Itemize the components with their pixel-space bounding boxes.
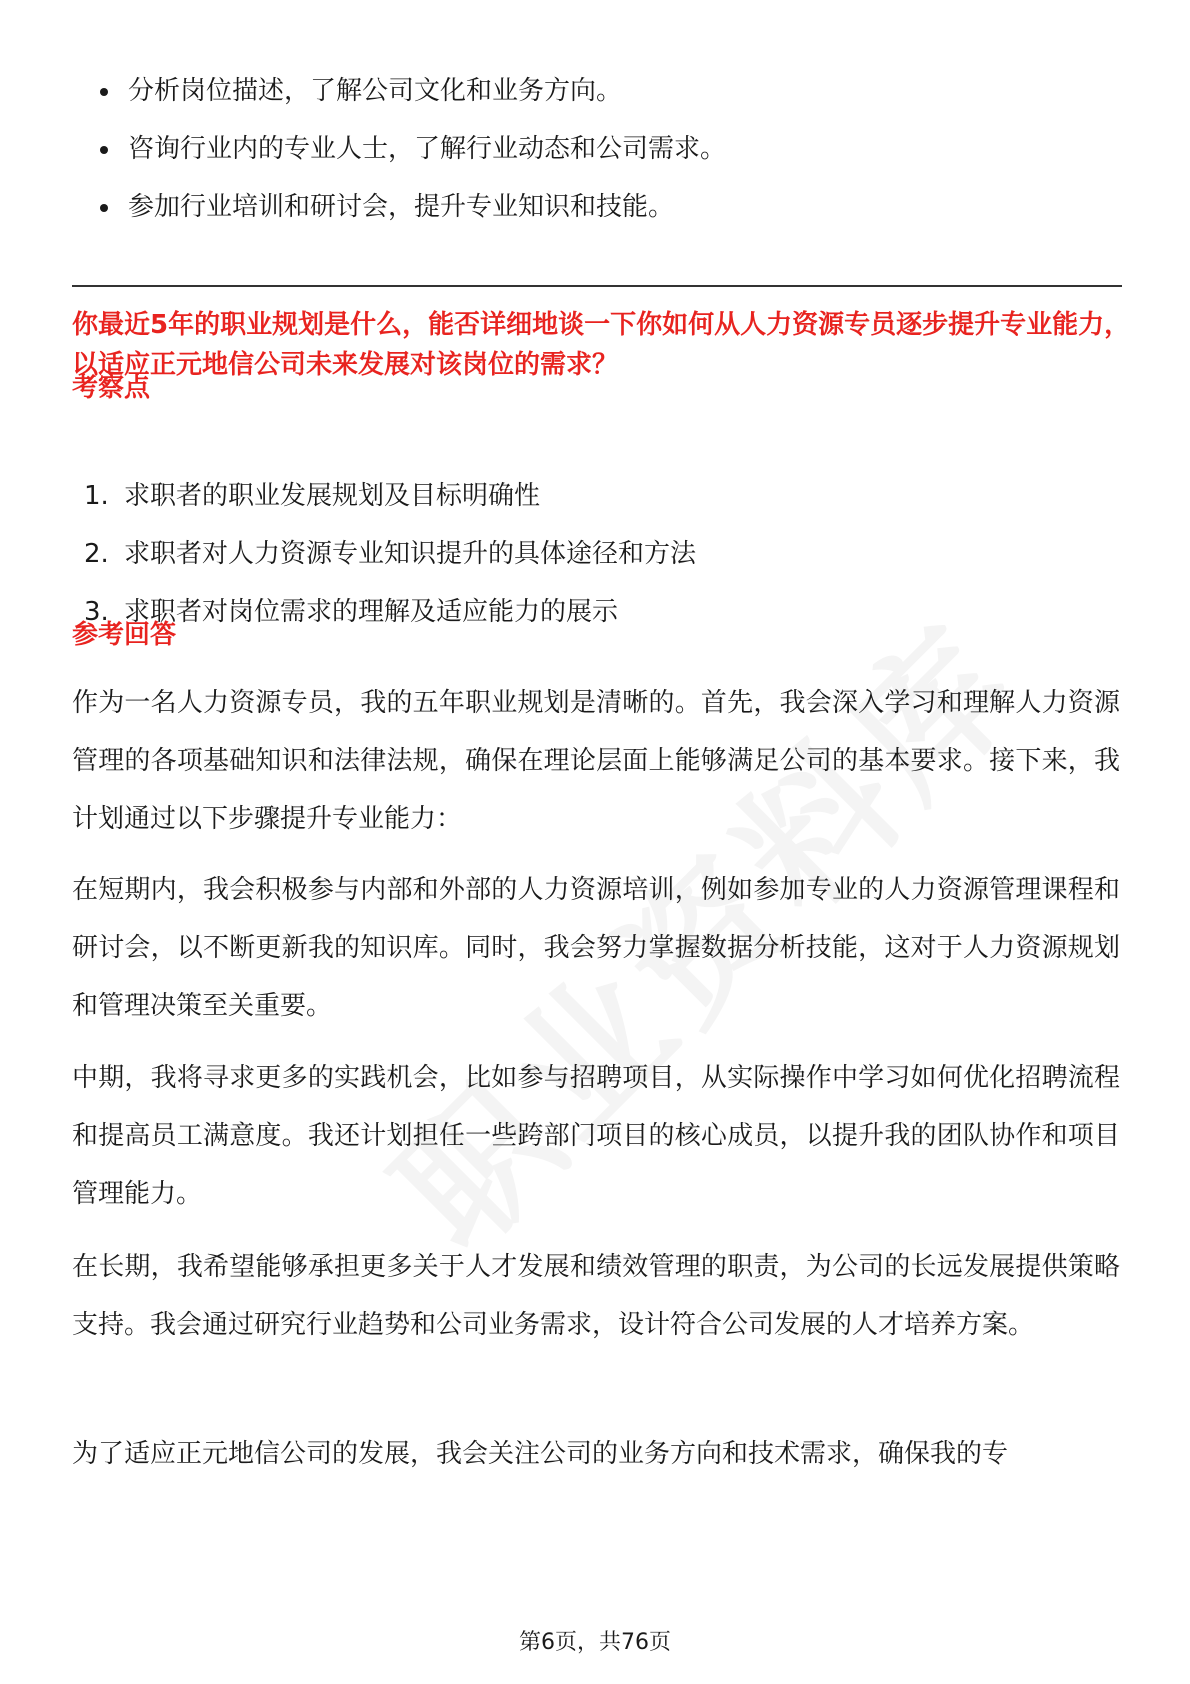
answer-paragraph: 作为一名人力资源专员，我的五年职业规划是清晰的。首先，我会深入学习和理解人力资源管理的各项基础知识和法律法规，确保在理论层面上能够满足公司的基本要求。接下来，我计划通过以下步骤提升专业能力： (72, 688, 1120, 834)
answer-paragraph: 在短期内，我会积极参与内部和外部的人力资源培训，例如参加专业的人力资源管理课程和研讨会，以不断更新我的知识库。同时，我会努力掌握数据分析技能，这对于人力资源规划和管理决策至关重要。 (72, 875, 1120, 1021)
list-text: 求职者对人力资源专业知识提升的具体途径和方法 (124, 539, 697, 569)
list-item: 咨询行业内的专业人士，了解行业动态和公司需求。 (98, 120, 1128, 178)
list-number: 2. (84, 539, 109, 569)
answer-paragraph: 为了适应正元地信公司的发展，我会关注公司的业务方向和技术需求，确保我的专 (72, 1439, 1009, 1469)
list-number: 3. (84, 597, 109, 627)
list-number: 1. (84, 481, 109, 511)
list-text: 求职者对岗位需求的理解及适应能力的展示 (124, 597, 619, 627)
exam-points-list (84, 467, 1124, 641)
exam-points-heading: 考察点 (72, 373, 151, 403)
list-item: 参加行业培训和研讨会，提升专业知识和技能。 (98, 178, 1128, 236)
interview-question: 你最近5年的职业规划是什么，能否详细地谈一下你如何从人力资源专员逐步提升专业能力，以适应正元地信公司未来发展对该岗位的需求？ (72, 310, 1131, 380)
answer-paragraph: 在长期，我希望能够承担更多关于人才发展和绩效管理的职责，为公司的长远发展提供策略支持。我会通过研究行业趋势和公司业务需求，设计符合公司发展的人才培养方案。 (72, 1252, 1120, 1340)
section-divider (72, 285, 1122, 287)
list-item (84, 583, 1124, 641)
list-item: 分析岗位描述，了解公司文化和业务方向。 (98, 62, 1128, 120)
answer-heading: 参考回答 (72, 620, 177, 650)
list-item (84, 525, 1124, 583)
page-number: 第6页，共76页 (519, 1630, 671, 1655)
list-text: 求职者的职业发展规划及目标明确性 (124, 481, 541, 511)
answer-paragraph: 中期，我将寻求更多的实践机会，比如参与招聘项目，从实际操作中学习如何优化招聘流程和提高员工满意度。我还计划担任一些跨部门项目的核心成员，以提升我的团队协作和项目管理能力。 (72, 1063, 1120, 1209)
list-item (84, 467, 1124, 525)
intro-bullet-list (98, 62, 1128, 236)
